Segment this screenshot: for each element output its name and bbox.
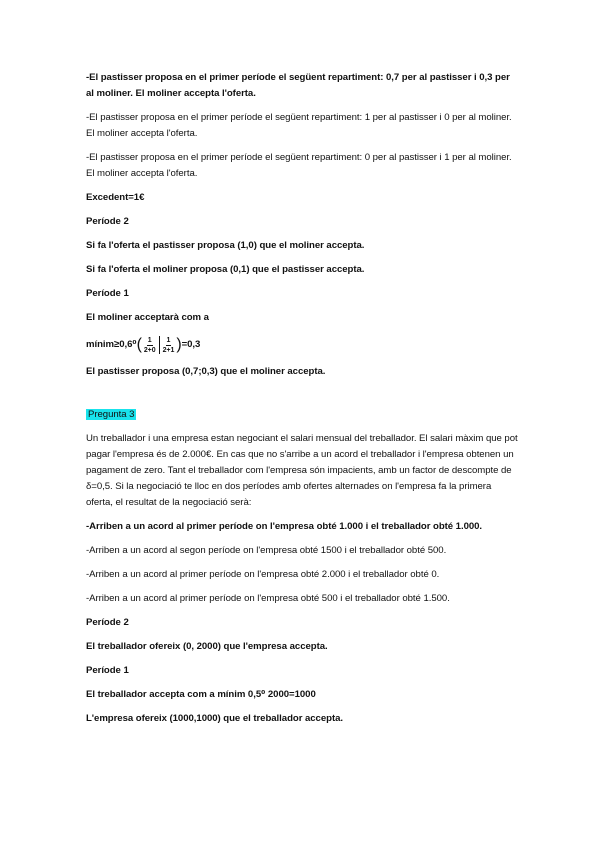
- formula-separator: [159, 336, 160, 354]
- document-body: [86, 70, 518, 735]
- periode-1-heading: Període 1: [86, 288, 129, 299]
- fraction-2-numerator: 1: [166, 336, 171, 344]
- question-3-option-c: -Arriben a un acord al primer període on l'empresa obté 2.000 i el treballador obté 0.: [86, 569, 440, 580]
- question-3-option-a: -Arriben a un acord al primer període on l'empresa obté 1.000 i el treballador obté 1.000.: [86, 521, 483, 532]
- periode-1-line-2: El pastisser proposa (0,7;0,3) que el moliner accepta.: [86, 366, 326, 377]
- periode-2-heading: Període 2: [86, 216, 129, 227]
- fraction-2-denominator: 2+1: [162, 346, 175, 354]
- q3-periode-2-heading: Període 2: [86, 617, 129, 628]
- q3-periode-1-heading: Període 1: [86, 665, 129, 676]
- answer-option-a: -El pastisser proposa en el primer període el següent repartiment: 0,7 per al pastisser i 0,3 per al moliner. El moliner accepta l'oferta.: [86, 72, 510, 99]
- fraction-1-numerator: 1: [147, 336, 152, 344]
- question-3-option-b: -Arriben a un acord al segon període on l'empresa obté 1500 i el treballador obté 500.: [86, 545, 447, 556]
- periode-1-line-1: El moliner acceptarà com a: [86, 312, 209, 323]
- periode-2-line-2: Si fa l'oferta el moliner proposa (0,1) que el pastisser accepta.: [86, 264, 365, 275]
- q3-periode-1-line-1: El treballador accepta com a mínim 0,5⁰ 2000=1000: [86, 689, 316, 700]
- fraction-1-denominator: 2+0: [143, 346, 156, 354]
- answer-option-b: -El pastisser proposa en el primer període el següent repartiment: 1 per al pastisser i 0 per al moliner. El moliner accepta l'oferta.: [86, 112, 512, 139]
- q3-periode-1-line-2: L'empresa ofereix (1000,1000) que el treballador accepta.: [86, 713, 343, 724]
- formula: [86, 334, 518, 356]
- excedent-line: Excedent=1€: [86, 192, 145, 203]
- formula-close-paren: ): [176, 336, 182, 353]
- question-3-label: [86, 407, 518, 423]
- question-3-highlight: Pregunta 3: [88, 409, 135, 420]
- formula-open-paren: (: [136, 336, 142, 353]
- question-3-statement: Un treballador i una empresa estan negociant el salari mensual del treballador. El salari màxim que pot pagar l'empresa és de 2.000€. En cas que no s'arribe a un acord el treballador i l'empresa obtenen un pagament de zero. Tant el treballador com l'empresa són impacients, amb un factor de descompte de δ=0,5. Si la negociació te lloc en dos períodes amb ofertes alternades on l'empresa fa la primera oferta, el resultat de la negociació serà:: [86, 433, 518, 508]
- answer-option-c: -El pastisser proposa en el primer període el següent repartiment: 0 per al pastisser i 1 per al moliner. El moliner accepta l'oferta.: [86, 152, 512, 179]
- formula-fraction-2: [163, 336, 175, 355]
- formula-fraction-1: [144, 336, 156, 355]
- formula-prefix: mínim≥0,6⁰: [86, 339, 137, 350]
- formula-suffix: =0,3: [181, 339, 201, 350]
- question-3-option-d: -Arriben a un acord al primer període on l'empresa obté 500 i el treballador obté 1.500.: [86, 593, 450, 604]
- periode-2-line-1: Si fa l'oferta el pastisser proposa (1,0) que el moliner accepta.: [86, 240, 365, 251]
- q3-periode-2-line: El treballador ofereix (0, 2000) que l'empresa accepta.: [86, 641, 328, 652]
